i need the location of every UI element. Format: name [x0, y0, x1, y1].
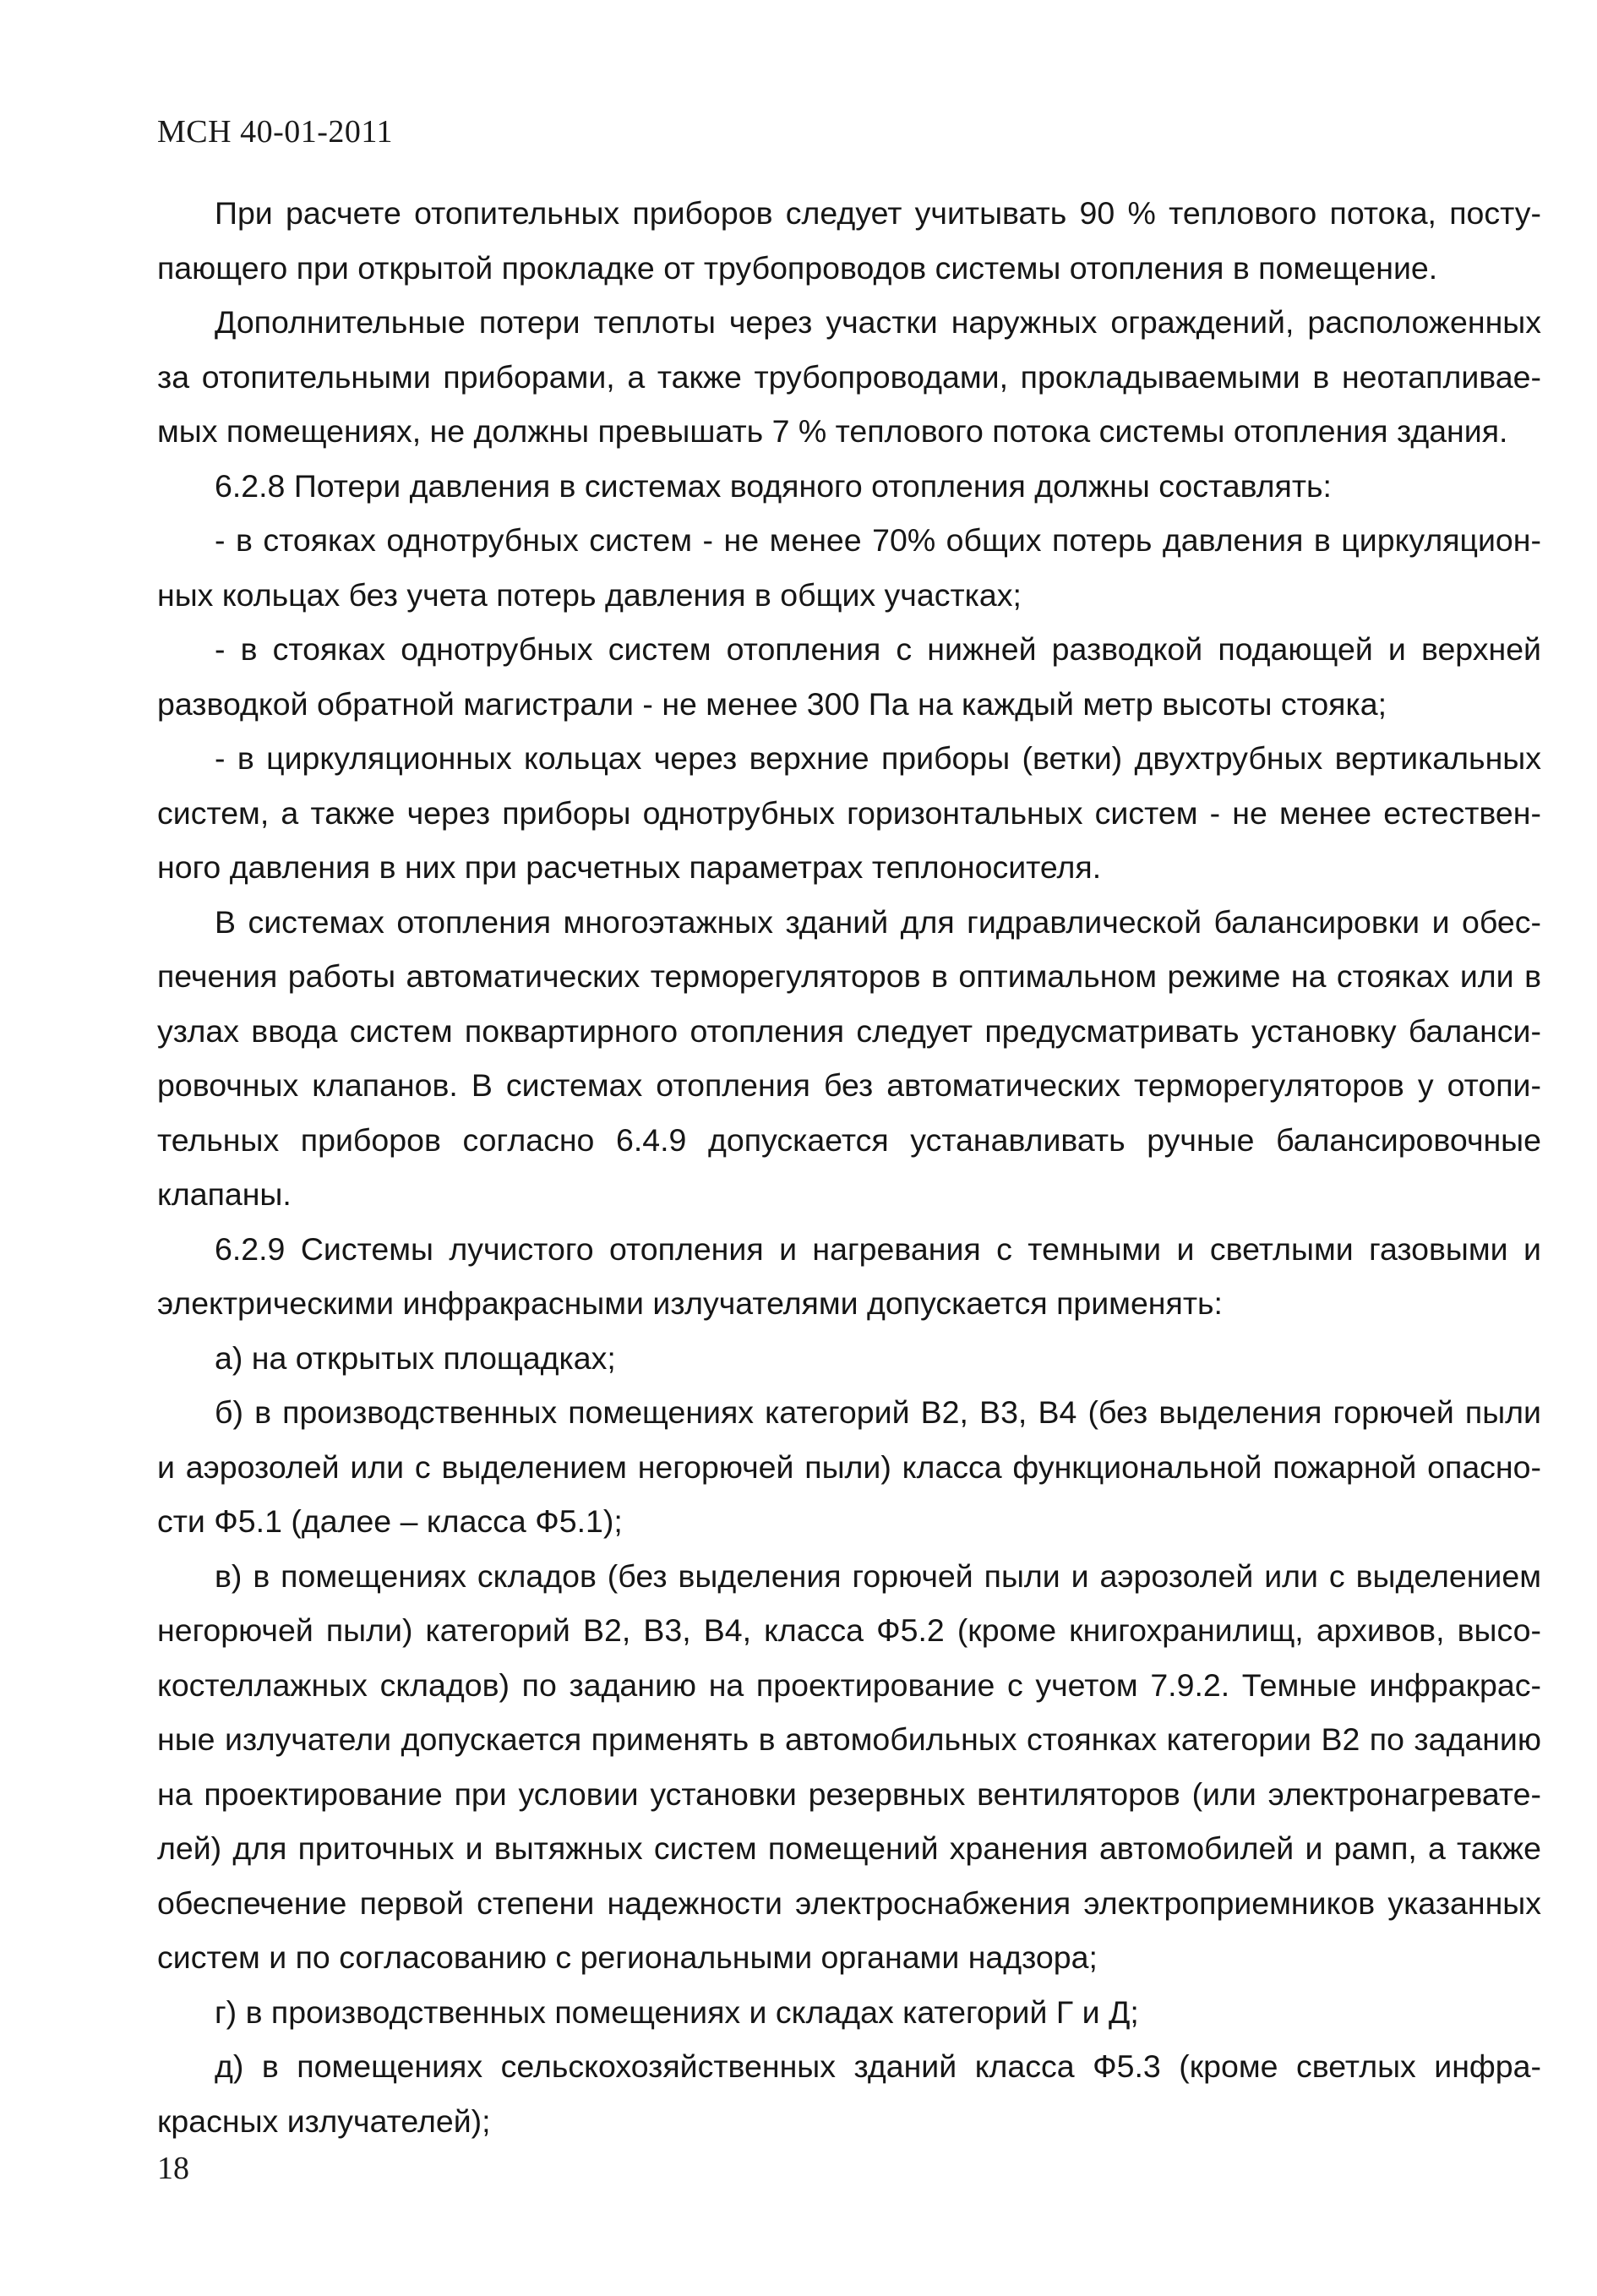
list-item-v: в) в помещениях складов (без выделения горючей пыли и аэрозолей или с выделением негорючей пыли) категорий В2, В3, В4, класса Ф5.2 (кроме книгохранилищ, архивов, высокостеллажных складов) по заданию на проектирование с учетом 7.9.2. Темные инфракрасные излучатели допускается применять в автомобильных стоянках категории В2 по заданию на проектирование при условии установки резервных вентиляторов (или электронагревателей) для приточных и вытяжных систем помещений хранения автомобилей и рамп, а также обеспечение первой степени надежности электроснабжения электроприемников указанных систем и по согласованию с региональными органами надзора; — [157, 1557, 1541, 1975]
paragraph-heat-flow-90: При расчете отопительных приборов следует учитывать 90 % теплового потока, поступающего при открытой прокладке от трубопроводов системы отопления в помещение. — [157, 195, 1541, 286]
document-code-header: МСН 40-01-2011 — [157, 114, 393, 150]
page-number: 18 — [157, 2151, 189, 2186]
list-item-g: г) в производственных помещениях и складах категорий Г и Д; — [215, 1993, 1139, 2030]
paragraph-circulation-rings: - в циркуляционных кольцах через верхние приборы (ветки) двухтрубных вертикальных систем, а также через приборы однотрубных горизонтальных систем - не менее естественного давления в них при расчетных параметрах теплоносителя. — [157, 740, 1541, 885]
paragraph-balancing-valves: В системах отопления многоэтажных зданий для гидравлической балансировки и обеспечения работы автоматических терморегуляторов в оптимальном режиме на стояках или в узлах ввода систем поквартирного отопления следует предусматривать установку балансировочных клапанов. В системах отопления без автоматических терморегуляторов у отопительных приборов согласно 6.4.9 допускается устанавливать ручные балансировочные клапаны. — [157, 903, 1541, 1212]
paragraph-single-pipe-risers: - в стояках однотрубных систем - не менее 70% общих потерь давления в циркуляционных кольцах без учета потерь давления в общих участках; — [157, 522, 1541, 613]
list-item-d: д) в помещениях сельскохозяйственных зданий класса Ф5.3 (кроме светлых инфракрасных излучателей); — [157, 2048, 1541, 2139]
document-body — [157, 186, 1541, 2148]
paragraph-additional-losses: Дополнительные потери теплоты через участки наружных ограждений, расположенных за отопительными приборами, а также трубопроводами, прокладываемыми в неотапливаемых помещениях, не должны превышать 7 % теплового потока системы отопления здания. — [157, 304, 1541, 449]
paragraph-6-2-9-title: 6.2.9 Системы лучистого отопления и нагревания с темными и светлыми газовыми и электрическими инфракрасными излучателями допускается применять: — [157, 1230, 1541, 1321]
list-item-a: а) на открытых площадках; — [215, 1339, 616, 1376]
list-item-b: б) в производственных помещениях категорий В2, В3, В4 (без выделения горючей пыли и аэрозолей или с выделением негорючей пыли) класса функциональной пожарной опасности Ф5.1 (далее – класса Ф5.1); — [157, 1394, 1541, 1539]
paragraph-6-2-8-title: 6.2.8 Потери давления в системах водяного отопления должны составлять: — [215, 467, 1332, 504]
paragraph-bottom-distribution: - в стояках однотрубных систем отопления с нижней разводкой подающей и верхней разводкой обратной магистрали - не менее 300 Па на каждый метр высоты стояка; — [157, 631, 1541, 722]
